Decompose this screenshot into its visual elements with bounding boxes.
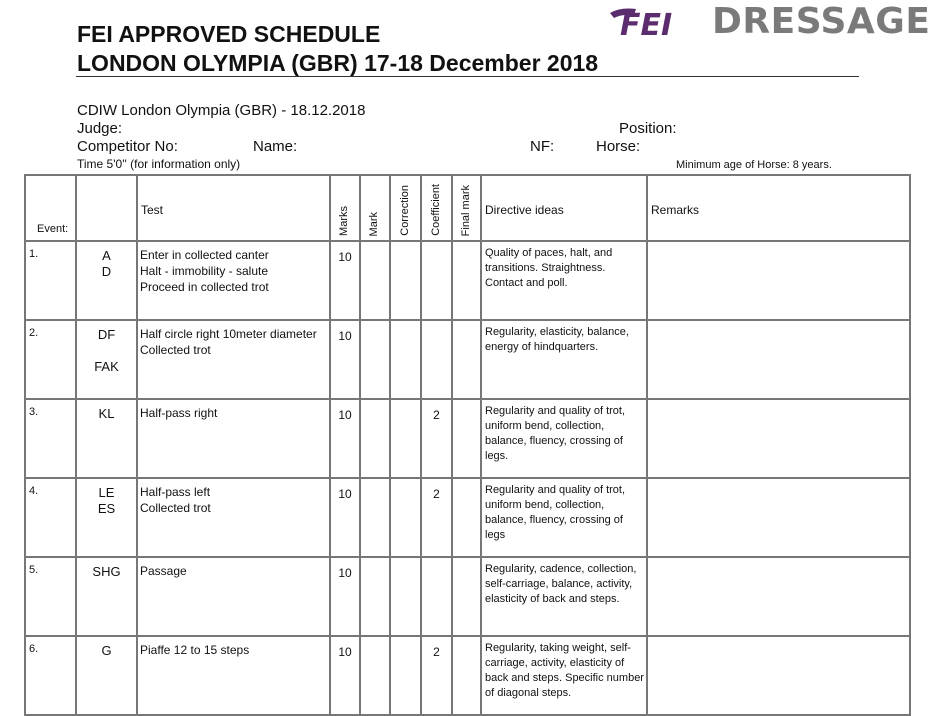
- event-line: CDIW London Olympia (GBR) - 18.12.2018: [77, 102, 366, 119]
- directive-cell: Quality of paces, halt, and transitions. Straightness. Contact and poll.: [481, 241, 647, 320]
- page-title-line-1: FEI APPROVED SCHEDULE: [77, 21, 381, 47]
- directive-cell: Regularity, taking weight, self-carriage, activity, elasticity of back and steps. Specific number of diagonal steps.: [481, 636, 647, 715]
- remarks-cell: [647, 241, 910, 320]
- col-final-mark: Final mark: [452, 175, 481, 241]
- correction-cell: [390, 241, 421, 320]
- page-title-line-2: LONDON OLYMPIA (GBR) 17-18 December 2018: [77, 50, 599, 76]
- col-test: Test: [137, 175, 330, 241]
- correction-cell: [390, 478, 421, 557]
- test-cell: Half circle right 10meter diameter Collected trot: [137, 320, 330, 399]
- correction-cell: [390, 557, 421, 636]
- min-age-note: Minimum age of Horse: 8 years.: [676, 159, 832, 171]
- test-cell: Half-pass right: [137, 399, 330, 478]
- movement-cell: SHG: [76, 557, 137, 636]
- mark-cell: [360, 478, 390, 557]
- svg-text:FEI: FEI: [620, 8, 673, 39]
- final-mark-cell: [452, 557, 481, 636]
- movement-cell: G: [76, 636, 137, 715]
- position-label: Position:: [619, 120, 677, 137]
- time-note: Time 5'0'' (for information only): [77, 157, 241, 171]
- logo-text: DRESSAGE: [712, 1, 931, 42]
- test-cell: Passage: [137, 557, 330, 636]
- fei-logo-icon: [606, 5, 704, 39]
- col-remarks: Remarks: [647, 175, 910, 241]
- mark-cell: [360, 320, 390, 399]
- judge-label: Judge:: [77, 120, 123, 137]
- correction-cell: [390, 399, 421, 478]
- remarks-cell: [647, 320, 910, 399]
- coefficient-cell: [421, 557, 452, 636]
- directive-cell: Regularity and quality of trot, uniform bend, collection, balance, fluency, crossing of legs: [481, 478, 647, 557]
- directive-cell: Regularity, elasticity, balance, energy of hindquarters.: [481, 320, 647, 399]
- table-row: [25, 478, 910, 557]
- table-row: [25, 636, 910, 715]
- remarks-cell: [647, 399, 910, 478]
- horse-label: Horse:: [596, 138, 641, 155]
- coefficient-cell: [421, 320, 452, 399]
- marks-cell: 10: [330, 557, 360, 636]
- col-event: Event:: [25, 175, 76, 241]
- table-row: [25, 320, 910, 399]
- correction-cell: [390, 320, 421, 399]
- remarks-cell: [647, 478, 910, 557]
- coefficient-cell: [421, 241, 452, 320]
- movement-cell: KL: [76, 399, 137, 478]
- correction-cell: [390, 636, 421, 715]
- test-cell: Half-pass left Collected trot: [137, 478, 330, 557]
- competitor-label: Competitor No:: [77, 138, 178, 155]
- marks-cell: 10: [330, 320, 360, 399]
- score-sheet-table: [24, 174, 911, 716]
- remarks-cell: [647, 636, 910, 715]
- marks-cell: 10: [330, 636, 360, 715]
- marks-cell: 10: [330, 478, 360, 557]
- test-cell: Enter in collected canter Halt - immobility - salute Proceed in collected trot: [137, 241, 330, 320]
- event-number-cell: 5.: [25, 557, 76, 636]
- fei-dressage-logo: [606, 2, 930, 42]
- event-number-cell: 1.: [25, 241, 76, 320]
- directive-cell: Regularity and quality of trot, uniform bend, collection, balance, fluency, crossing of legs.: [481, 399, 647, 478]
- col-directive: Directive ideas: [481, 175, 647, 241]
- movement-cell: LE ES: [76, 478, 137, 557]
- test-cell: Piaffe 12 to 15 steps: [137, 636, 330, 715]
- event-number-cell: 6.: [25, 636, 76, 715]
- col-correction: Correction: [390, 175, 421, 241]
- marks-cell: 10: [330, 241, 360, 320]
- table-row: [25, 399, 910, 478]
- mark-cell: [360, 399, 390, 478]
- event-number-cell: 2.: [25, 320, 76, 399]
- col-mark: Mark: [360, 175, 390, 241]
- marks-cell: 10: [330, 399, 360, 478]
- movement-cell: DF FAK: [76, 320, 137, 399]
- coefficient-cell: 2: [421, 636, 452, 715]
- remarks-cell: [647, 557, 910, 636]
- title-rule: [76, 76, 859, 77]
- final-mark-cell: [452, 636, 481, 715]
- table-row: [25, 557, 910, 636]
- final-mark-cell: [452, 399, 481, 478]
- name-label: Name:: [253, 138, 298, 155]
- coefficient-cell: 2: [421, 399, 452, 478]
- mark-cell: [360, 557, 390, 636]
- col-coefficient: Coefficient: [421, 175, 452, 241]
- event-number-cell: 4.: [25, 478, 76, 557]
- col-marks: Marks: [330, 175, 360, 241]
- coefficient-cell: 2: [421, 478, 452, 557]
- final-mark-cell: [452, 241, 481, 320]
- table-header-row: [25, 175, 910, 241]
- col-movement: [76, 175, 137, 241]
- nf-label: NF:: [530, 138, 555, 155]
- table-row: [25, 241, 910, 320]
- movement-cell: A D: [76, 241, 137, 320]
- event-number-cell: 3.: [25, 399, 76, 478]
- mark-cell: [360, 636, 390, 715]
- final-mark-cell: [452, 320, 481, 399]
- directive-cell: Regularity, cadence, collection, self-carriage, balance, activity, elasticity of back and steps.: [481, 557, 647, 636]
- mark-cell: [360, 241, 390, 320]
- final-mark-cell: [452, 478, 481, 557]
